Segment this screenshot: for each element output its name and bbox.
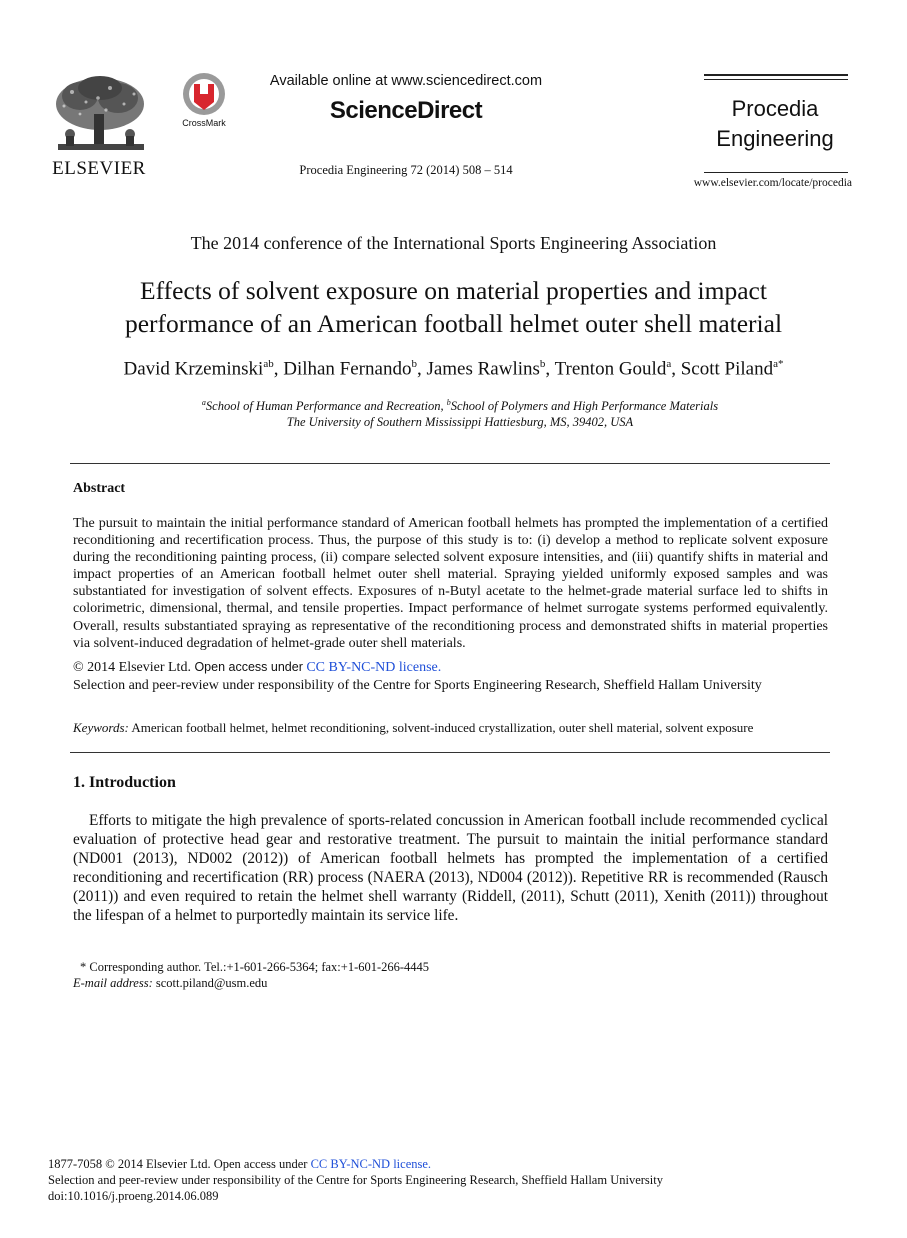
author-separator: , (416, 358, 427, 380)
sciencedirect-brand: ScienceDirect (329, 97, 483, 124)
email-address[interactable]: scott.piland@usm.edu (152, 976, 268, 990)
crossmark-label: CrossMark (182, 118, 226, 128)
footer-issn-copyright: 1877-7058 © 2014 Elsevier Ltd. Open access under (48, 1157, 311, 1171)
affiliation-text: School of Polymers and High Performance Materials (450, 399, 719, 414)
email-address-line (73, 976, 773, 991)
copyright-line (73, 660, 833, 676)
title-line: Effects of solvent exposure on material properties and impact (140, 276, 767, 305)
corresponding-author-note: * Corresponding author. Tel.:+1-601-266-5364; fax:+1-601-266-4445 (80, 960, 430, 974)
introduction-heading: 1. Introduction (73, 774, 176, 791)
affiliation-address: The University of Southern Mississippi Hattiesburg, MS, 39402, USA (286, 415, 634, 429)
paper-title (60, 274, 847, 340)
abstract-heading: Abstract (73, 481, 126, 496)
abstract-body: The pursuit to maintain the initial performance standard of American football helmets has prompted the implementation of a certified reconditioning and recertification process. Thus, the purpose of this study is to: (i) develop a method to replicate solvent exposure during the reconditioning painting process, (ii) compare selected solvent exposure intensities, and (iii) quantify shifts in material and impact properties of an American football helmet outer shell material. Spraying yielded uniformly exposed samples and was substantiated for investigation of solvent effects. Exposures of n-Butyl acetate to the helmet-grade material surface led to shifts in colorimetric, dimensional, thermal, and tensile properties. Impact performance of helmet surrogate systems performed equivalently. Overall, results substantiated spraying as representative of the reconditioning process and demonstrated shifts in material properties via solvent-induced degradation of helmet-grade outer shell materials. (73, 516, 828, 651)
journal-title-line: Procedia (731, 96, 819, 121)
conference-name: The 2014 conference of the International Sports Engineering Association (190, 233, 717, 253)
license-link[interactable]: CC BY-NC-ND license. (306, 660, 442, 675)
journal-url-link[interactable]: www.elsevier.com/locate/procedia (693, 177, 852, 189)
author-separator: , (273, 358, 284, 380)
title-line: performance of an American football helmet outer shell material (124, 309, 783, 338)
author-name: Scott Piland (680, 358, 774, 380)
affiliation-mark: a (201, 398, 206, 407)
peer-review-statement: Selection and peer-review under responsibility of the Centre for Sports Engineering Research, Sheffield Hallam University (73, 678, 762, 693)
open-access-text: Open access under (194, 660, 307, 674)
keywords-text: American football helmet, helmet reconditioning, solvent-induced crystallization, outer shell material, solvent exposure (128, 720, 754, 735)
author-affiliation-mark: ab (263, 358, 274, 370)
copyright-text: © 2014 Elsevier Ltd. (73, 660, 195, 675)
available-online-text: Available online at www.sciencedirect.com (269, 73, 543, 89)
author-name: James Rawlins (426, 358, 540, 380)
introduction-body: Efforts to mitigate the high prevalence of sports-related concussion in American football include recommended cyclical evaluation of protective head gear and restorative treatment. The pursuit to maintain the initial performance standard (ND001 (2013), ND002 (2012)) of American football helmets has prompted the implementation of a certified reconditioning and recertification (RR) process (NAERA (2013), ND004 (2012)). Repetitive RR is recommended (Rausch (2011)) and even required to retain the helmet shell warranty (Riddell, (2011), Schutt (2011), Xenith (2011)) throughout the lifespan of a helmet to purportedly maintain its service life. (73, 812, 828, 925)
keywords (73, 720, 833, 736)
author-affiliation-mark: b (539, 358, 546, 370)
author-separator: , (671, 358, 681, 380)
author-name: Dilhan Fernando (283, 358, 412, 380)
affiliation-text: School of Human Performance and Recreation, (205, 399, 447, 414)
section-divider (70, 752, 830, 753)
section-divider (70, 463, 830, 464)
journal-title (690, 94, 860, 154)
author-name: Trenton Gould (554, 358, 667, 380)
footer-copyright (48, 1157, 868, 1172)
keywords-label: Keywords: (73, 720, 129, 735)
affiliation-mark: b (446, 398, 451, 407)
journal-reference: Procedia Engineering 72 (2014) 508 – 514 (299, 163, 513, 177)
email-label: E-mail address: (73, 976, 153, 990)
affiliation-line (100, 398, 820, 414)
author-list (40, 358, 867, 380)
footer-peer-review: Selection and peer-review under responsibility of the Centre for Sports Engineering Research, Sheffield Hallam University (48, 1173, 663, 1187)
footer-doi[interactable]: doi:10.1016/j.proeng.2014.06.089 (48, 1189, 219, 1203)
author-separator: , (545, 358, 555, 380)
journal-box-rule (704, 79, 848, 80)
journal-box-rule (704, 74, 848, 76)
author-affiliation-mark: a* (773, 358, 784, 370)
author-name: David Krzeminski (123, 358, 264, 380)
publisher-logo-text: ELSEVIER (52, 158, 146, 179)
journal-title-line: Engineering (716, 126, 834, 151)
author-affiliation-mark: a (666, 358, 672, 370)
footer-license-link[interactable]: CC BY-NC-ND license. (310, 1157, 432, 1171)
author-affiliation-mark: b (411, 358, 417, 370)
journal-box-rule (704, 172, 848, 173)
